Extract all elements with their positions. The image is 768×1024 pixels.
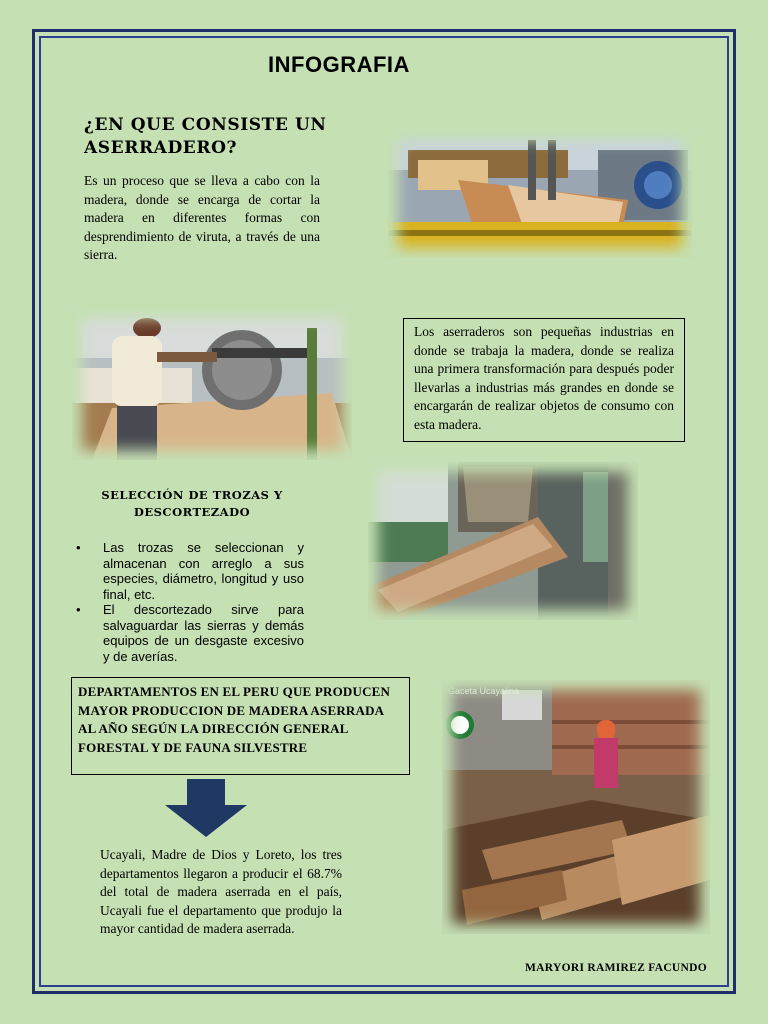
section3-body: Ucayali, Madre de Dios y Loreto, los tres departamentos llegaron a producir el 68.7% del total de madera aserrada en el país, Ucayali fue el departamento que produjo la mayor cantidad de madera aserrada. <box>100 847 342 936</box>
list-item: • Las trozas se seleccionan y almacenan con arreglo a sus especies, diámetro, longitud y uso final, etc. <box>76 540 304 602</box>
list-item: • El descortezado sirve para salvaguardar las sierras y demás equipos de un desgaste excesivo y de averías. <box>76 602 304 664</box>
departamentos-header-box: DEPARTAMENTOS EN EL PERU QUE PRODUCEN MAYOR PRODUCCION DE MADERA ASERRADA AL AÑO SEGÚN LA DIRECCIÓN GENERAL FORESTAL Y DE FAUNA SILVESTRE <box>71 677 410 775</box>
sawmill-machine-photo <box>388 130 692 258</box>
section1-body: Es un proceso que se lleva a cabo con la madera, donde se encarga de cortar la madera en diferentes formas con desprendimiento de viruta, a través de una sierra. <box>84 173 320 262</box>
selection-bullet-list <box>76 540 304 664</box>
down-arrow-icon <box>165 779 247 837</box>
debarking-log-photo <box>368 462 638 620</box>
section2-heading: SELECCIÓN DE TROZAS Y DESCORTEZADO <box>101 488 283 519</box>
photo-watermark: Gaceta Ucayalina <box>448 686 520 696</box>
aserraderos-info-box: Los aserraderos son pequeñas industrias en donde se trabaja la madera, donde se realiza una primera transformación para después poder llevarlas a industrias más grandes en donde se encargarán de realizar objetos de consumo con esta madera. <box>403 318 685 442</box>
author-name: MARYORI RAMIREZ FACUNDO <box>525 962 707 974</box>
page-title: INFOGRAFIA <box>268 52 410 77</box>
lumber-yard-photo <box>442 680 710 934</box>
section1-heading: ¿EN QUE CONSISTE UN ASERRADERO? <box>84 115 327 158</box>
worker-saw-photo <box>72 308 352 460</box>
